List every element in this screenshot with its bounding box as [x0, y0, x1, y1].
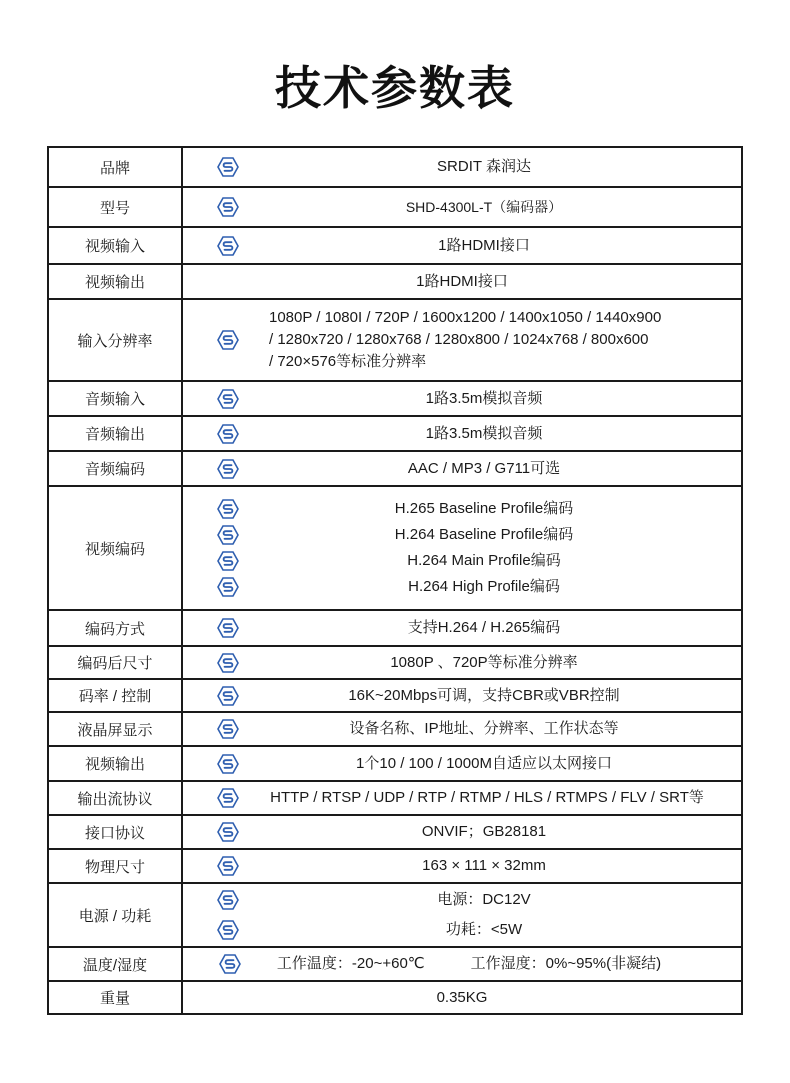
- table-row: [48, 227, 742, 264]
- value-text: 163 × 111 × 32mm: [422, 857, 546, 874]
- row-label: 物理尺寸: [48, 849, 182, 883]
- row-value: [182, 712, 742, 746]
- resolution-line: / 1280x720 / 1280x768 / 1280x800 / 1024x768 / 800x600: [269, 331, 649, 348]
- brand-s-icon: [217, 197, 239, 217]
- value-text: H.264 High Profile编码: [408, 578, 560, 595]
- row-value: [182, 147, 742, 187]
- table-row: [48, 679, 742, 712]
- row-value: [182, 883, 742, 947]
- row-label: 音频输出: [48, 416, 182, 451]
- row-value: [182, 849, 742, 883]
- page-title: 技术参数表: [275, 61, 515, 115]
- row-value: [182, 746, 742, 781]
- row-label: 编码后尺寸: [48, 646, 182, 679]
- table-row: [48, 486, 742, 610]
- row-value: [182, 187, 742, 227]
- brand-s-icon: [217, 754, 239, 774]
- row-label: 视频输出: [48, 264, 182, 299]
- brand-s-icon: [217, 577, 239, 597]
- row-value: [182, 299, 742, 381]
- table-row: [48, 981, 742, 1014]
- table-row: [48, 781, 742, 815]
- brand-s-icon: [217, 157, 239, 177]
- value-text: 电源：DC12V: [437, 891, 531, 908]
- row-label: 码率 / 控制: [48, 679, 182, 712]
- humidity-text: 工作湿度：0%~95%(非凝结): [470, 955, 662, 972]
- value-text: AAC / MP3 / G711可选: [407, 459, 561, 477]
- row-label: 输出流协议: [48, 781, 182, 815]
- row-value: [182, 981, 742, 1014]
- row-label: 编码方式: [48, 610, 182, 646]
- row-value: [182, 947, 742, 981]
- brand-s-icon: [217, 856, 239, 876]
- row-label: 品牌: [48, 147, 182, 187]
- row-value: [182, 381, 742, 416]
- table-row: [48, 416, 742, 451]
- brand-s-icon: [217, 389, 239, 409]
- value-text: [183, 307, 741, 373]
- brand-s-icon: [217, 719, 239, 739]
- table-row: [48, 187, 742, 227]
- row-label: 电源 / 功耗: [48, 883, 182, 947]
- table-row: [48, 299, 742, 381]
- brand-s-icon: [217, 330, 239, 350]
- brand-s-icon: [217, 236, 239, 256]
- row-label: 重量: [48, 981, 182, 1014]
- value-text: 0.35KG: [436, 988, 488, 1006]
- resolution-line: / 720×576等标准分辨率: [269, 353, 427, 370]
- brand-s-icon: [217, 618, 239, 638]
- temperature-text: 工作温度：-20~+60℃: [276, 955, 425, 972]
- value-text: 1路3.5m模拟音频: [425, 389, 543, 407]
- value-text: ONVIF；GB28181: [421, 823, 547, 840]
- row-value: [182, 451, 742, 486]
- table-row: [48, 849, 742, 883]
- brand-s-icon: [219, 954, 241, 974]
- value-text: 支持H.264 / H.265编码: [407, 619, 561, 636]
- row-value: [182, 416, 742, 451]
- value-text: 1080P 、720P等标准分辨率: [390, 653, 578, 671]
- brand-s-icon: [217, 788, 239, 808]
- table-row: [48, 147, 742, 187]
- table-row: [48, 815, 742, 849]
- value-text: H.264 Baseline Profile编码: [394, 526, 574, 543]
- brand-s-icon: [217, 822, 239, 842]
- table-row: [48, 947, 742, 981]
- row-label: 输入分辨率: [48, 299, 182, 381]
- row-label: 型号: [48, 187, 182, 227]
- brand-s-icon: [217, 653, 239, 673]
- row-value: [182, 264, 742, 299]
- value-text: HTTP / RTSP / UDP / RTP / RTMP / HLS / RTMPS / FLV / SRT等: [270, 789, 704, 806]
- brand-s-icon: [217, 525, 239, 545]
- value-text: 1路3.5m模拟音频: [425, 424, 543, 442]
- row-label: 接口协议: [48, 815, 182, 849]
- row-value: [182, 679, 742, 712]
- row-label: 液晶屏显示: [48, 712, 182, 746]
- brand-s-icon: [217, 459, 239, 479]
- row-label: 视频编码: [48, 486, 182, 610]
- table-row: [48, 712, 742, 746]
- value-text: H.265 Baseline Profile编码: [394, 500, 574, 517]
- table-row: [48, 883, 742, 947]
- table-row: [48, 451, 742, 486]
- value-text: 1个10 / 100 / 1000M自适应以太网接口: [356, 754, 612, 772]
- spec-table: [47, 146, 743, 1015]
- value-text: 设备名称、IP地址、分辨率、工作状态等: [349, 720, 619, 737]
- row-label: 音频编码: [48, 451, 182, 486]
- value-text: SHD-4300L-T（编码器）: [405, 199, 563, 215]
- brand-s-icon: [217, 920, 239, 940]
- brand-s-icon: [217, 686, 239, 706]
- table-row: [48, 381, 742, 416]
- row-label: 视频输入: [48, 227, 182, 264]
- brand-s-icon: [217, 551, 239, 571]
- row-label: 视频输出: [48, 746, 182, 781]
- row-value: [182, 227, 742, 264]
- value-text: SRDIT 森润达: [437, 158, 531, 175]
- row-value: [182, 781, 742, 815]
- row-value: [182, 646, 742, 679]
- value-text: 1路HDMI接口: [438, 236, 530, 254]
- table-row: [48, 646, 742, 679]
- brand-s-icon: [217, 424, 239, 444]
- value-text: 1路HDMI接口: [416, 272, 508, 290]
- brand-s-icon: [217, 499, 239, 519]
- resolution-line: 1080P / 1080I / 720P / 1600x1200 / 1400x1050 / 1440x900: [269, 309, 662, 326]
- row-value: [182, 815, 742, 849]
- row-value: [182, 610, 742, 646]
- table-row: [48, 610, 742, 646]
- table-row: [48, 746, 742, 781]
- value-text: 16K~20Mbps可调，支持CBR或VBR控制: [348, 686, 620, 704]
- row-label: 温度/湿度: [48, 947, 182, 981]
- brand-s-icon: [217, 890, 239, 910]
- row-value: [182, 486, 742, 610]
- table-row: [48, 264, 742, 299]
- row-label: 音频输入: [48, 381, 182, 416]
- value-text: 功耗：<5W: [445, 921, 523, 938]
- value-text: H.264 Main Profile编码: [407, 552, 561, 569]
